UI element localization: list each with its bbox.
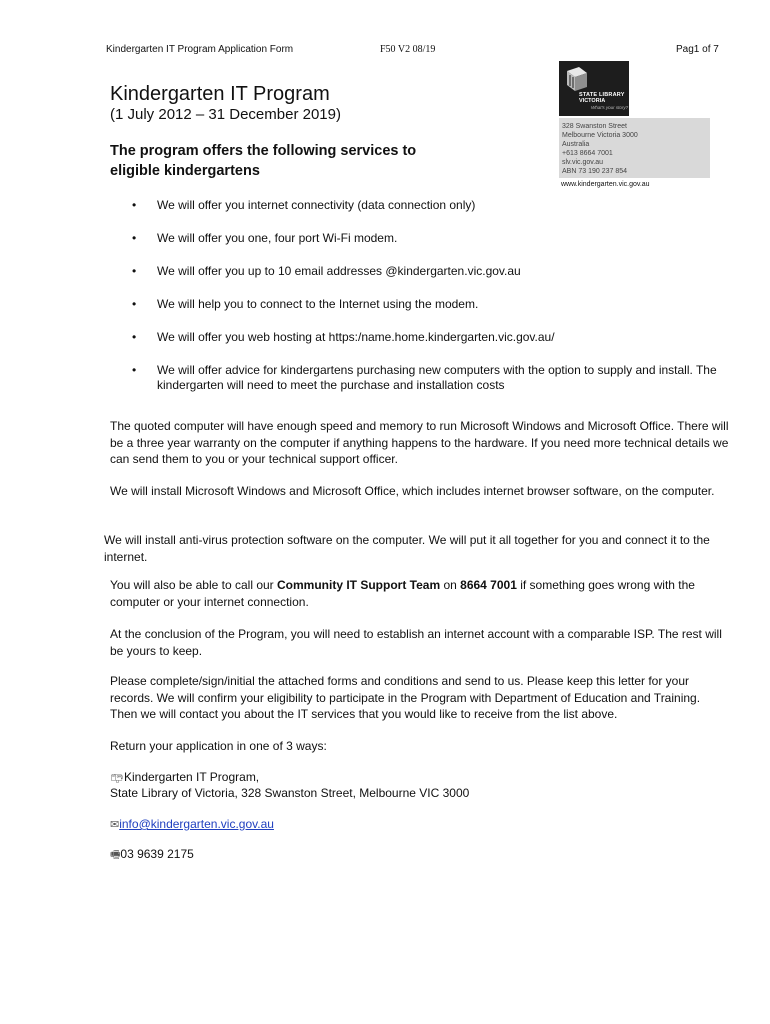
list-item-text: We will offer you web hosting at https:/name.home.kindergarten.vic.gov.au/ (157, 330, 555, 344)
post-address-line1: Kindergarten IT Program, (123, 770, 260, 784)
bullet-icon: • (132, 231, 137, 245)
envelope-icon: ✉ (110, 819, 120, 831)
program-dates: (1 July 2012 – 31 December 2019) (110, 106, 341, 123)
library-building-icon (565, 67, 589, 93)
address-line: slv.vic.gov.au (562, 159, 603, 166)
bullet-icon: • (132, 363, 137, 377)
email-contact (110, 816, 730, 834)
computer-quote-paragraph: The quoted computer will have enough speed and memory to run Microsoft Windows and Microsoft Office. There will be a three year warranty on the computer if anything happens to the hardware. If you need more technical details we can send them to you or your technical support officer. (110, 419, 729, 466)
address-line: Australia (562, 141, 590, 148)
install-antivirus-paragraph: We will install anti-virus protection software on the computer. We will put it all together for you and connect it to the internet. (104, 533, 710, 564)
support-team-name: Community IT Support Team (277, 578, 441, 592)
page-number: Pag1 of 7 (676, 44, 719, 55)
address-line: 328 Swanston Street (562, 123, 627, 130)
fax-number: 03 9639 2175 (120, 847, 194, 861)
list-item-text: We will offer you internet connectivity (data connection only) (157, 198, 476, 212)
list-item-text: We will offer advice for kindergartens purchasing new computers with the option to supply and install. The kindergarten will need to meet the purchase and installation costs (157, 363, 717, 392)
state-library-logo (559, 61, 629, 116)
address-block (559, 118, 710, 178)
fax-contact (110, 846, 730, 864)
conclusion-paragraph: At the conclusion of the Program, you will need to establish an internet account with a comparable ISP. The rest will be yours to keep. (110, 627, 722, 658)
list-item-text: We will offer you one, four port Wi-Fi modem. (157, 231, 398, 245)
complete-forms-paragraph: Please complete/sign/initial the attached forms and conditions and send to us. Please keep this letter for your records. We will confirm your eligibility to participate in the Program with Department of Education and Training. Then we will contact you about the IT services that you would like to receive from the list above. (110, 674, 701, 721)
return-intro: Return your application in one of 3 ways: (110, 739, 327, 753)
logo-text-line2: VICTORIA (579, 98, 606, 104)
bullet-icon: • (132, 198, 137, 212)
logo-tagline: What's your story? (591, 105, 629, 110)
support-phone: 8664 7001 (460, 578, 517, 592)
bullet-icon: • (132, 264, 137, 278)
address-line: ABN 73 190 237 854 (562, 168, 627, 175)
support-paragraph (110, 577, 730, 610)
support-text: if something goes wrong with the computer or your internet connection. (110, 578, 695, 609)
page-title: Kindergarten IT Program (110, 83, 330, 105)
form-version: F50 V2 08/19 (380, 44, 436, 55)
support-text: You will also be able to call our (110, 578, 277, 592)
email-link[interactable]: info@kindergarten.vic.gov.au (119, 817, 274, 831)
services-heading: The program offers the following services to eligible kindergartens (110, 143, 417, 179)
logo-text-line1: STATE LIBRARY (579, 92, 625, 98)
install-office-paragraph: We will install Microsoft Windows and Microsoft Office, which includes internet browser software, on the computer. (110, 484, 715, 498)
list-item-text: We will offer you up to 10 email addresses @kindergarten.vic.gov.au (157, 264, 521, 278)
address-line: Melbourne Victoria 3000 (562, 132, 638, 139)
form-name: Kindergarten IT Program Application Form (106, 44, 294, 55)
list-item-text: We will help you to connect to the Internet using the modem. (157, 297, 479, 311)
post-address-line2: State Library of Victoria, 328 Swanston Street, Melbourne VIC 3000 (110, 786, 470, 800)
mailbox-icon: 📪︎ (110, 772, 124, 784)
post-address (110, 769, 730, 787)
bullet-icon: • (132, 330, 137, 344)
fax-icon: 🖷︎ (110, 849, 121, 861)
address-line: +613 8664 7001 (562, 150, 613, 157)
bullet-icon: • (132, 297, 137, 311)
website-url: www.kindergarten.vic.gov.au (561, 181, 650, 188)
support-text: on (440, 578, 461, 592)
